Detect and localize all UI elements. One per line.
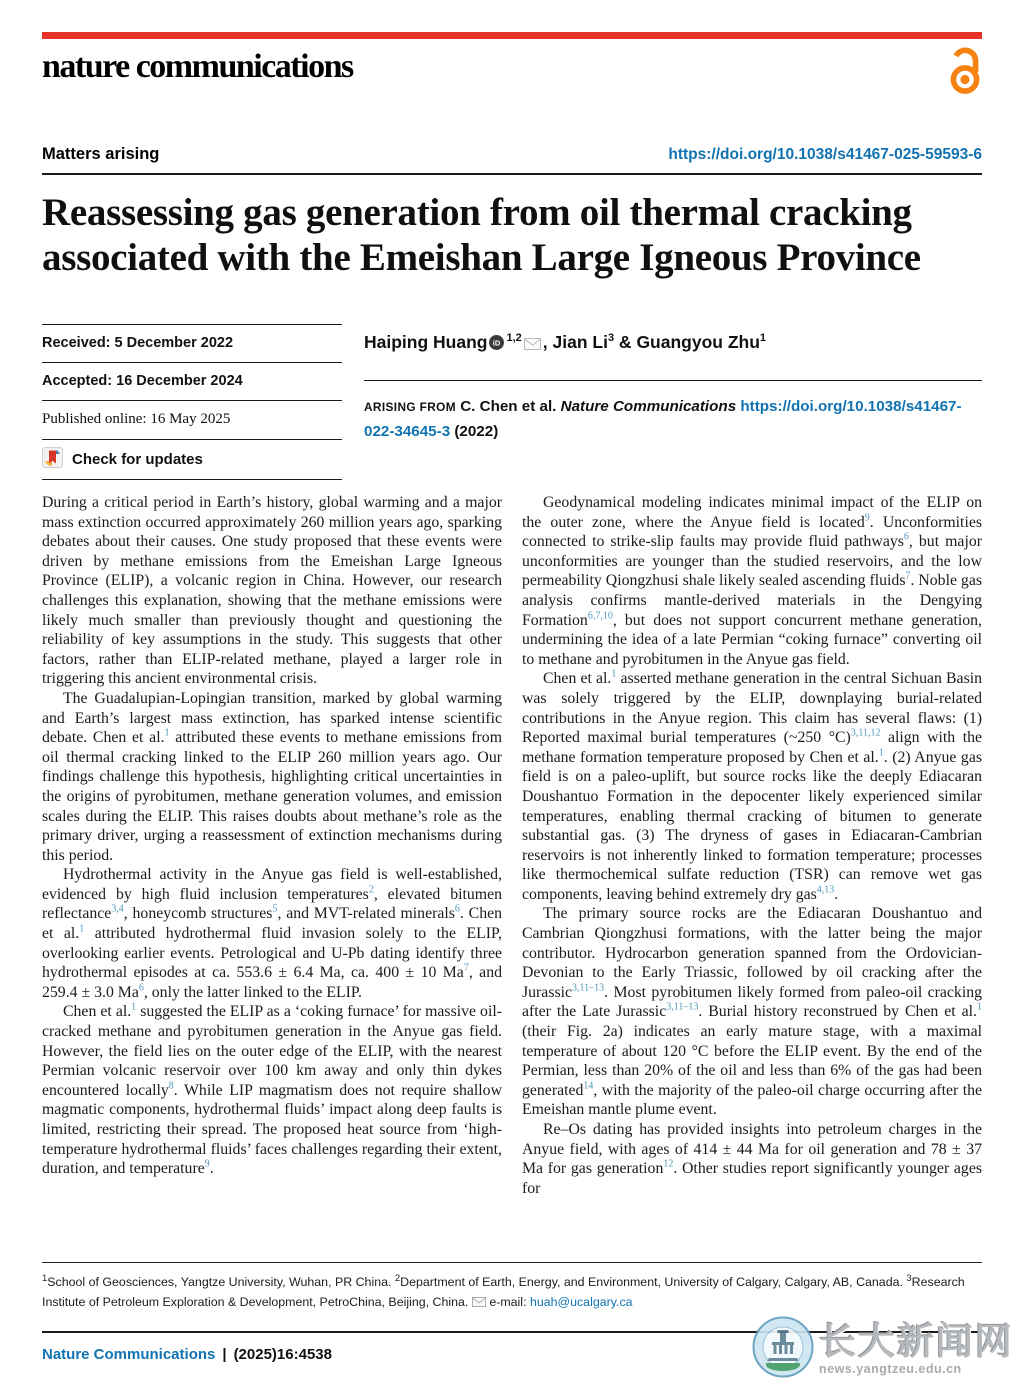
- header-divider: [42, 173, 982, 175]
- author-affil-sup: 1,2: [506, 332, 522, 345]
- body-paragraph: The Guadalupian-Lopingian transition, marked by global warming and Earth’s largest mass extinction, has sparked intense scientific debate. Chen et al.$^1$ attributed these events to methane emissions from oil thermal cracking linked to the ELIP 260 million years ago. Our findings challenge this hypothesis, highlighting critical uncertainties in the origins of pyrobitumen, methane generation volumes, and emission scales during the ELIP. This raises doubts about methane’s role as the primary driver, urging a reassessment of extinction mechanisms during this period.: [42, 689, 502, 864]
- body-paragraph: Chen et al.$^1$ suggested the ELIP as a ‘coking furnace’ for massive oil-cracked methane and pyrobitumen generation in the Anyue gas field. However, the field lies on the outer edge of the ELIP, with the nearest Permian volcanic reservoir over 100 km away and only thin dykes encountered locally$^8$. While LIP magmatism does not require shallow magmatic components, hydrothermal fluids’ impact along deep faults is limited, restricting their spread. The proposed heat source from ‘high-temperature hydrothermal fluids’ faces challenges regarding their extent, duration, and temperature$^9$.: [42, 1002, 502, 1178]
- author-name: Haiping Huang: [364, 332, 488, 352]
- check-for-updates-label: Check for updates: [72, 451, 203, 468]
- dates-panel: [42, 324, 342, 480]
- watermark: [752, 1316, 1014, 1383]
- article-doi-link[interactable]: https://doi.org/10.1038/s41467-025-59593-6: [668, 146, 982, 163]
- email-label: e-mail:: [489, 1295, 530, 1310]
- arising-doi-link[interactable]: https://doi.org/10.1038/s41467-022-34645-3: [364, 398, 962, 441]
- watermark-text: [819, 1323, 1014, 1376]
- accepted-date: Accepted: 16 December 2024: [42, 363, 342, 401]
- email-link[interactable]: huah@ucalgary.ca: [529, 1295, 633, 1310]
- orcid-icon: [489, 334, 504, 355]
- affiliations-block: [42, 1262, 982, 1314]
- author-list: [364, 324, 982, 380]
- author-affil-sup: 1: [759, 332, 767, 345]
- body-paragraph: Hydrothermal activity in the Anyue gas field is well-established, evidenced by high fluid inclusion temperatures$^2$, elevated bitumen reflectance$^{3,4}$, honeycomb structures$^5$, and MVT-related minerals$^6$. Chen et al.$^1$ attributed hydrothermal fluid invasion solely to the ELIP, overlooking earlier events. Petrological and U-Pb dating identify three hydrothermal episodes at ca. 553.6 ± 6.4 Ma, ca. 400 ± 10 Ma$^7$, and 259.4 ± 3.0 Ma$^6$, only the latter linked to the ELIP.: [42, 866, 503, 1001]
- body-paragraph: During a critical period in Earth’s history, global warming and a major mass extinction occurred approximately 260 million years ago, sparking debates about their causes. One study proposed that these events were driven by methane emissions from the Emeishan Large Igneous Province (ELIP), a volcanic region in China. However, our research challenges this explanation, showing that the methane emissions were likely much smaller than previously thought and questioning the reliability of key assumptions in the study. This suggests that other factors, rather than ELIP-related methane, played a larger role in triggering this ancient environmental crisis.: [42, 494, 502, 688]
- metadata-section: [42, 324, 982, 480]
- author-separator: ,: [542, 332, 553, 352]
- footer-citation: (2025)16:4538: [233, 1346, 332, 1363]
- body-paragraph: Chen et al.$^1$ asserted methane generation in the central Sichuan Basin was solely triggered by the ELIP, downplaying burial-related contributions in the Anyue region. This claim has several flaws: (1) Reported maximal burial temperatures (~250 °C)$^{3,11,12}$ align with the methane formation temperature proposed by Chen et al.$^1$. (2) Anyue gas field is on a paleo-uplift, but source rocks like the deeply Ediacaran Doushantuo Formation in the depocenter likely experienced similar temperatures, enabling thermal cracking of bitumen to generate substantial gas. (3) The dryness of gases in Ediacaran-Cambrian reservoirs is not inherently linked to formation temperature; processes like thermochemical sulfate reduction (TSR) can remove wet gas components, leaving behind extremely dry gas$^{4,13}$.: [522, 669, 983, 903]
- footer-separator: |: [222, 1346, 227, 1363]
- body-paragraph: Geodynamical modeling indicates minimal impact of the ELIP on the outer zone, where the Anyue field is located$^9$. Unconformities connected to strike-slip faults may provide fluid pathways$^6$, but major unconformities are younger than the studied reservoirs, and the low permeability Qiongzhusi shale likely sealed ascending fluids$^7$. Noble gas analysis confirms mantle-derived materials in the Dengying Formation$^{6,7,10}$, but does not support concurrent methane generation, undermining the idea of a late Permian “coking furnace” converting oil to methane and pyrobitumen in the Anyue gas field.: [522, 494, 982, 668]
- arising-from-label: ARISING FROM: [364, 400, 456, 414]
- arising-source: C. Chen et al.: [455, 398, 561, 415]
- body-column-left: [42, 493, 502, 1198]
- email-envelope-icon: [472, 1293, 486, 1313]
- authors-panel: [364, 324, 982, 480]
- arising-year: (2022): [450, 423, 499, 441]
- corresponding-email-icon: [524, 334, 541, 355]
- check-for-updates-button[interactable]: [42, 440, 342, 480]
- author-affil-sup: 3: [607, 332, 615, 345]
- watermark-cn-title: 长大新闻网: [819, 1321, 1014, 1363]
- article-body: [42, 493, 982, 1198]
- affiliations-text: $^1$School of Geosciences, Yangtze University, Wuhan, PR China. $^2$Department of Earth, Energy, and Environment, University of Calgary, Calgary, AB, Canada. $^3$Research Institute of Petroleum Exploration & Development, PetroChina, Beijing, China.: [42, 1272, 965, 1310]
- journal-logo: nature communications: [42, 48, 353, 85]
- author-name: Jian Li: [552, 332, 608, 352]
- received-date: Received: 5 December 2022: [42, 325, 342, 363]
- watermark-url: news.yangtzeu.edu.cn: [819, 1362, 962, 1377]
- arising-from-block: [364, 380, 982, 444]
- footer-journal-name: Nature Communications: [42, 1346, 216, 1363]
- brand-red-bar: [42, 32, 982, 39]
- body-paragraph: The primary source rocks are the Ediacaran Doushantuo and Cambrian Qiongzhusi formations, with the latter being the major contributor. Hydrocarbon generation spanned from the Ordovician-Devonian to the Early Triassic, followed by oil cracking after the Jurassic$^{3,11-13}$. Most pyrobitumen likely formed from paleo-oil cracking after the Late Jurassic$^{3,11-13}$. Burial history reconstrued by Chen et al.$^1$ (their Fig. 2a) indicates an early mature stage, with a maximal temperature of about 120 °C before the ELIP event. By the end of the Permian, less than 20% of the oil and less than 6% of the gas had been generated$^{14}$, with the majority of the paleo-oil charge occurring after the Emeishan mantle plume event.: [522, 905, 982, 1119]
- article-type-label: Matters arising: [42, 145, 160, 163]
- open-access-icon: [948, 47, 982, 100]
- article-title: Reassessing gas generation from oil thermal cracking associated with the Emeishan Large Igneous Province: [42, 191, 921, 279]
- author-name: Guangyou Zhu: [636, 332, 760, 352]
- crossmark-icon: [42, 447, 63, 472]
- published-date: Published online: 16 May 2025: [42, 401, 342, 440]
- arising-journal: Nature Communications: [560, 398, 737, 415]
- author-separator: &: [614, 332, 637, 352]
- body-column-right: [522, 493, 982, 1198]
- yangtze-university-seal: [752, 1316, 814, 1383]
- article-type-row: [42, 145, 982, 164]
- body-paragraph: Re–Os dating has provided insights into petroleum charges in the Anyue field, with ages of 414 ± 44 Ma for oil generation and 78 ± 37 Ma for gas generation$^{12}$. Other studies report significantly younger ages for: [522, 1121, 982, 1197]
- svg-text:iD: iD: [493, 338, 501, 348]
- brand-row: [42, 43, 982, 103]
